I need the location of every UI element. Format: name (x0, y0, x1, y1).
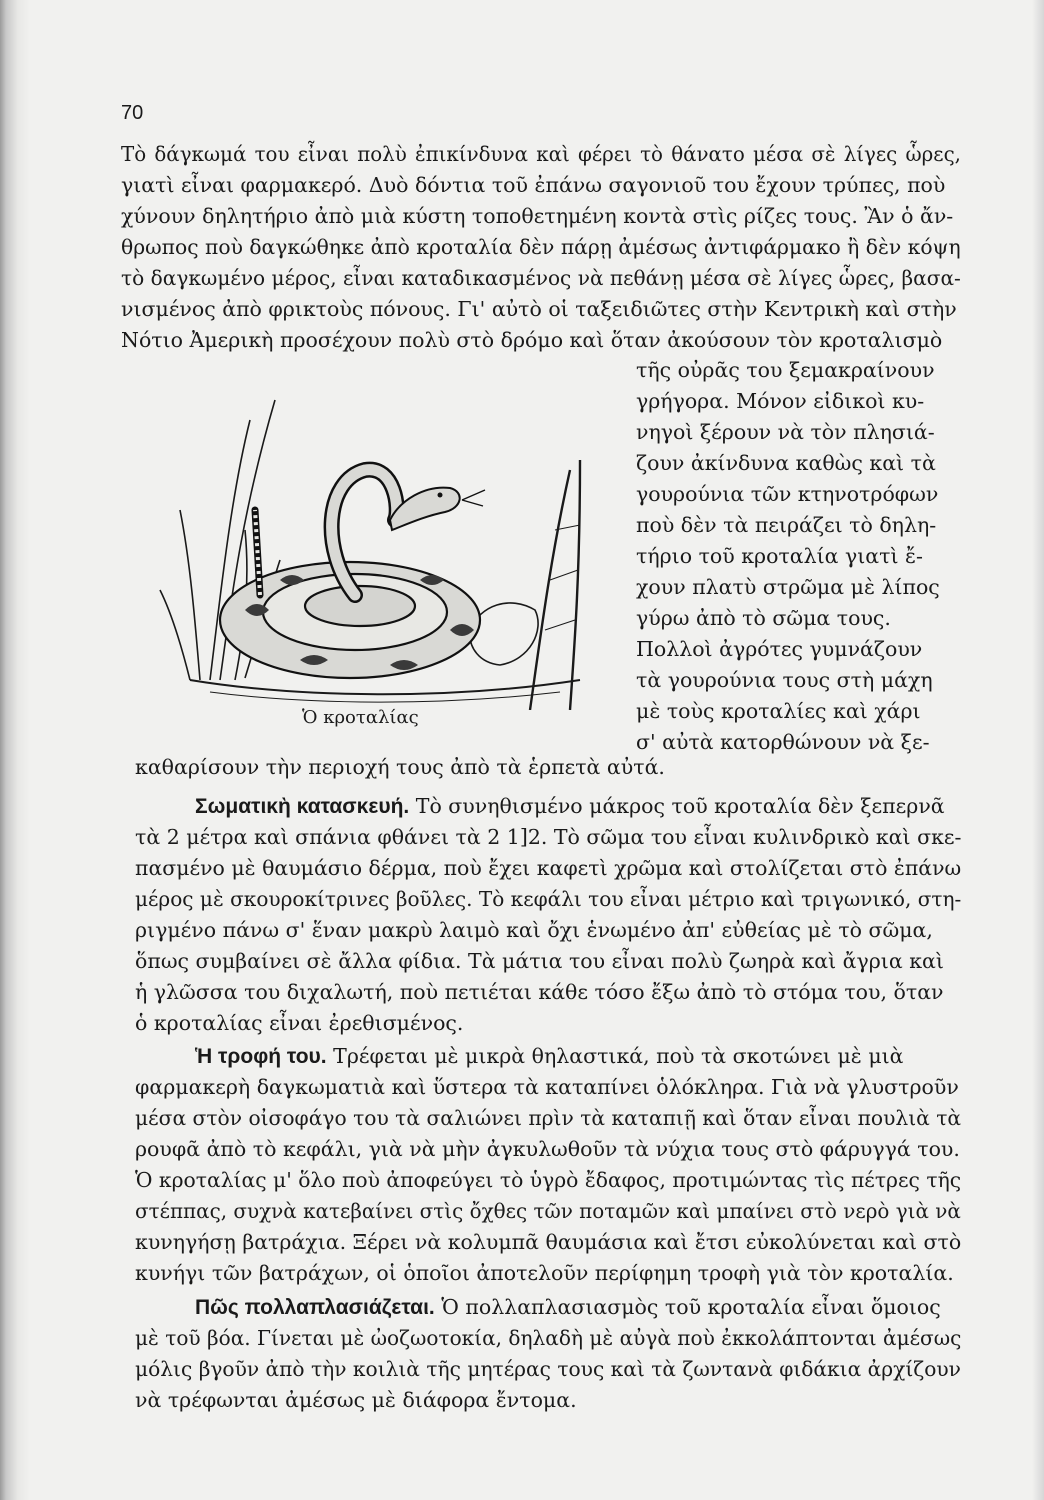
text-line: στέππας, συχνὰ κατεβαίνει στὶς ὄχθες τῶν ποταμῶν καὶ μπαίνει στὸ νερὸ γιὰ νὰ (135, 1199, 961, 1223)
text-line: ζουν ἀκίνδυνα καθὼς καὶ τὰ (636, 451, 936, 475)
text-line: μέρος μὲ σκουροκίτρινες βοῦλες. Τὸ κεφάλι του εἶναι μέτριο καὶ τριγωνικό, στη- (135, 887, 962, 911)
text-line: γουρούνια τῶν κτηνοτρόφων (636, 482, 939, 506)
text-line: καθαρίσουν τὴν περιοχή τους ἀπὸ τὰ ἑρπετὰ αὐτά. (135, 755, 665, 779)
text-line: γύρω ἀπὸ τὸ σῶμα τους. (636, 606, 891, 630)
text-line: τήριο τοῦ κροταλία γιατὶ ἔ- (636, 544, 923, 568)
text-line (135, 1041, 961, 1072)
text-line: χουν πλατὺ στρῶμα μὲ λίπος (636, 575, 940, 599)
paragraph-body-structure (135, 791, 961, 1039)
paragraph-intro-wrap (636, 355, 966, 758)
text-line (135, 791, 961, 822)
text-line: ἡ γλῶσσα του διχαλωτή, ποὺ πετιέται κάθε τόσο ἔξω ἀπὸ τὸ στόμα του, ὅταν (135, 980, 944, 1004)
text-run: Ὁ πολλαπλασιασμὸς τοῦ κροταλία εἶναι ὅμοιος (441, 1295, 941, 1319)
text-line: κυνήγι τῶν βατράχων, οἱ ὁποῖοι ἀποτελοῦν περίφημη τροφὴ γιὰ τὸν κροταλία. (135, 1261, 954, 1285)
text-line: γιατὶ εἶναι φαρμακερό. Δυὸ δόντια τοῦ ἐπάνω σαγονιοῦ του ἔχουν τρύπες, ποὺ (121, 173, 946, 197)
paragraph-reproduction (135, 1292, 961, 1416)
text-line: τὰ 2 μέτρα καὶ σπάνια φθάνει τὰ 2 1]2. Τὸ σῶμα του εἶναι κυλινδρικὸ καὶ σκε- (135, 825, 962, 849)
text-line: νὰ τρέφωνται ἀμέσως μὲ διάφορα ἔντομα. (135, 1388, 577, 1412)
page-edge-shadow (1032, 0, 1044, 1500)
text-line: χύνουν δηλητήριο ἀπὸ μιὰ κύστη τοποθετημένη κοντὰ στὶς ρίζες τους. Ἂν ὁ ἄν- (121, 204, 954, 228)
section-heading: Πῶς πολλαπλασιάζεται. (195, 1296, 435, 1319)
text-line: γρήγορα. Μόνον εἰδικοὶ κυ- (636, 389, 925, 413)
text-line: ριγμένο πάνω σ' ἕναν μακρὺ λαιμὸ καὶ ὄχι ἑνωμένο ἀπ' εὐθείας μὲ τὸ σῶμα, (135, 918, 933, 942)
text-run: Τρέφεται μὲ μικρὰ θηλαστικά, ποὺ τὰ σκοτώνει μὲ μιὰ (333, 1044, 904, 1068)
text-line: κυνηγήσῃ βατράχια. Ξέρει νὰ κολυμπᾶ θαυμάσια καὶ ἔτσι εὐκολύνεται καὶ στὸ (135, 1230, 962, 1254)
text-line: ὅπως συμβαίνει σὲ ἄλλα φίδια. Τὰ μάτια του εἶναι πολὺ ζωηρὰ καὶ ἄγρια καὶ (135, 949, 944, 973)
text-run: Τὸ συνηθισμένο μάκρος τοῦ κροταλία δὲν ξεπερνᾶ (415, 794, 945, 818)
text-line: τὸ δαγκωμένο μέρος, εἶναι καταδικασμένος νὰ πεθάνῃ μέσα σὲ λίγες ὧρες, βασα- (121, 266, 961, 290)
text-line: Ὁ κροταλίας μ' ὅλο ποὺ ἀποφεύγει τὸ ὑγρὸ ἔδαφος, προτιμώντας τὶς πέτρες τῆς (135, 1168, 962, 1192)
rattlesnake-illustration (150, 380, 610, 710)
text-line (135, 1292, 961, 1323)
text-line: νηγοὶ ξέρουν νὰ τὸν πλησιά- (636, 420, 935, 444)
text-line: θρωπος ποὺ δαγκώθηκε ἀπὸ κροταλία δὲν πάρῃ ἀμέσως ἀντιφάρμακο ἢ δὲν κόψη (121, 235, 961, 259)
paragraph-intro (121, 139, 961, 356)
text-line: ρουφᾶ ἀπὸ τὸ κεφάλι, γιὰ νὰ μὴν ἀγκυλωθοῦν τὰ νύχια τους στὸ φάρυγγά του. (135, 1137, 960, 1161)
text-line: σ' αὐτὰ κατορθώνουν νὰ ξε- (636, 730, 930, 754)
figure-caption: Ὁ κροταλίας (302, 707, 419, 728)
text-line: μὲ τοῦ βόα. Γίνεται μὲ ὠοζωοτοκία, δηλαδὴ μὲ αὐγὰ ποὺ ἐκκολάπτονται ἀμέσως (135, 1326, 962, 1350)
text-line: πασμένο μὲ θαυμάσιο δέρμα, ποὺ ἔχει καφετὶ χρῶμα καὶ στολίζεται στὸ ἐπάνω (135, 856, 962, 880)
page-binding-shadow (0, 0, 30, 1500)
text-line: ὁ κροταλίας εἶναι ἐρεθισμένος. (135, 1011, 464, 1035)
text-line: Νότιο Ἀμερικὴ προσέχουν πολὺ στὸ δρόμο καὶ ὅταν ἀκούσουν τὸν κροταλισμὸ (121, 328, 943, 352)
text-line: ποὺ δὲν τὰ πειράζει τὸ δηλη- (636, 513, 937, 537)
text-line: φαρμακερὴ δαγκωματιὰ καὶ ὕστερα τὰ καταπίνει ὁλόκληρα. Γιὰ νὰ γλυστροῦν (135, 1075, 959, 1099)
text-line: Πολλοὶ ἀγρότες γυμνάζουν (636, 637, 923, 661)
page-number: 70 (121, 102, 144, 124)
text-line: νισμένος ἀπὸ φρικτοὺς πόνους. Γι' αὐτὸ οἱ ταξειδιῶτες στὴν Κεντρικὴ καὶ στὴν (121, 297, 957, 321)
text-line: τὰ γουρούνια τους στὴ μάχη (636, 668, 933, 692)
text-line: μὲ τοὺς κροταλίες καὶ χάρι (636, 699, 921, 723)
section-heading: Ἡ τροφή του. (195, 1045, 327, 1068)
paragraph-intro-end (135, 752, 735, 783)
text-line: Τὸ δάγκωμά του εἶναι πολὺ ἐπικίνδυνα καὶ φέρει τὸ θάνατο μέσα σὲ λίγες ὧρες, (121, 142, 961, 166)
paragraph-food (135, 1041, 961, 1289)
text-line: μέσα στὸν οἰσοφάγο του τὰ σαλιώνει πρὶν τὰ καταπιῇ καὶ ὅταν εἶναι πουλιὰ τὰ (135, 1106, 962, 1130)
text-line: μόλις βγοῦν ἀπὸ τὴν κοιλιὰ τῆς μητέρας τους καὶ τὰ ζωντανὰ φιδάκια ἀρχίζουν (135, 1357, 961, 1381)
section-heading: Σωματικὴ κατασκευή. (195, 795, 410, 818)
text-line: τῆς οὐρᾶς του ξεμακραίνουν (636, 358, 935, 382)
